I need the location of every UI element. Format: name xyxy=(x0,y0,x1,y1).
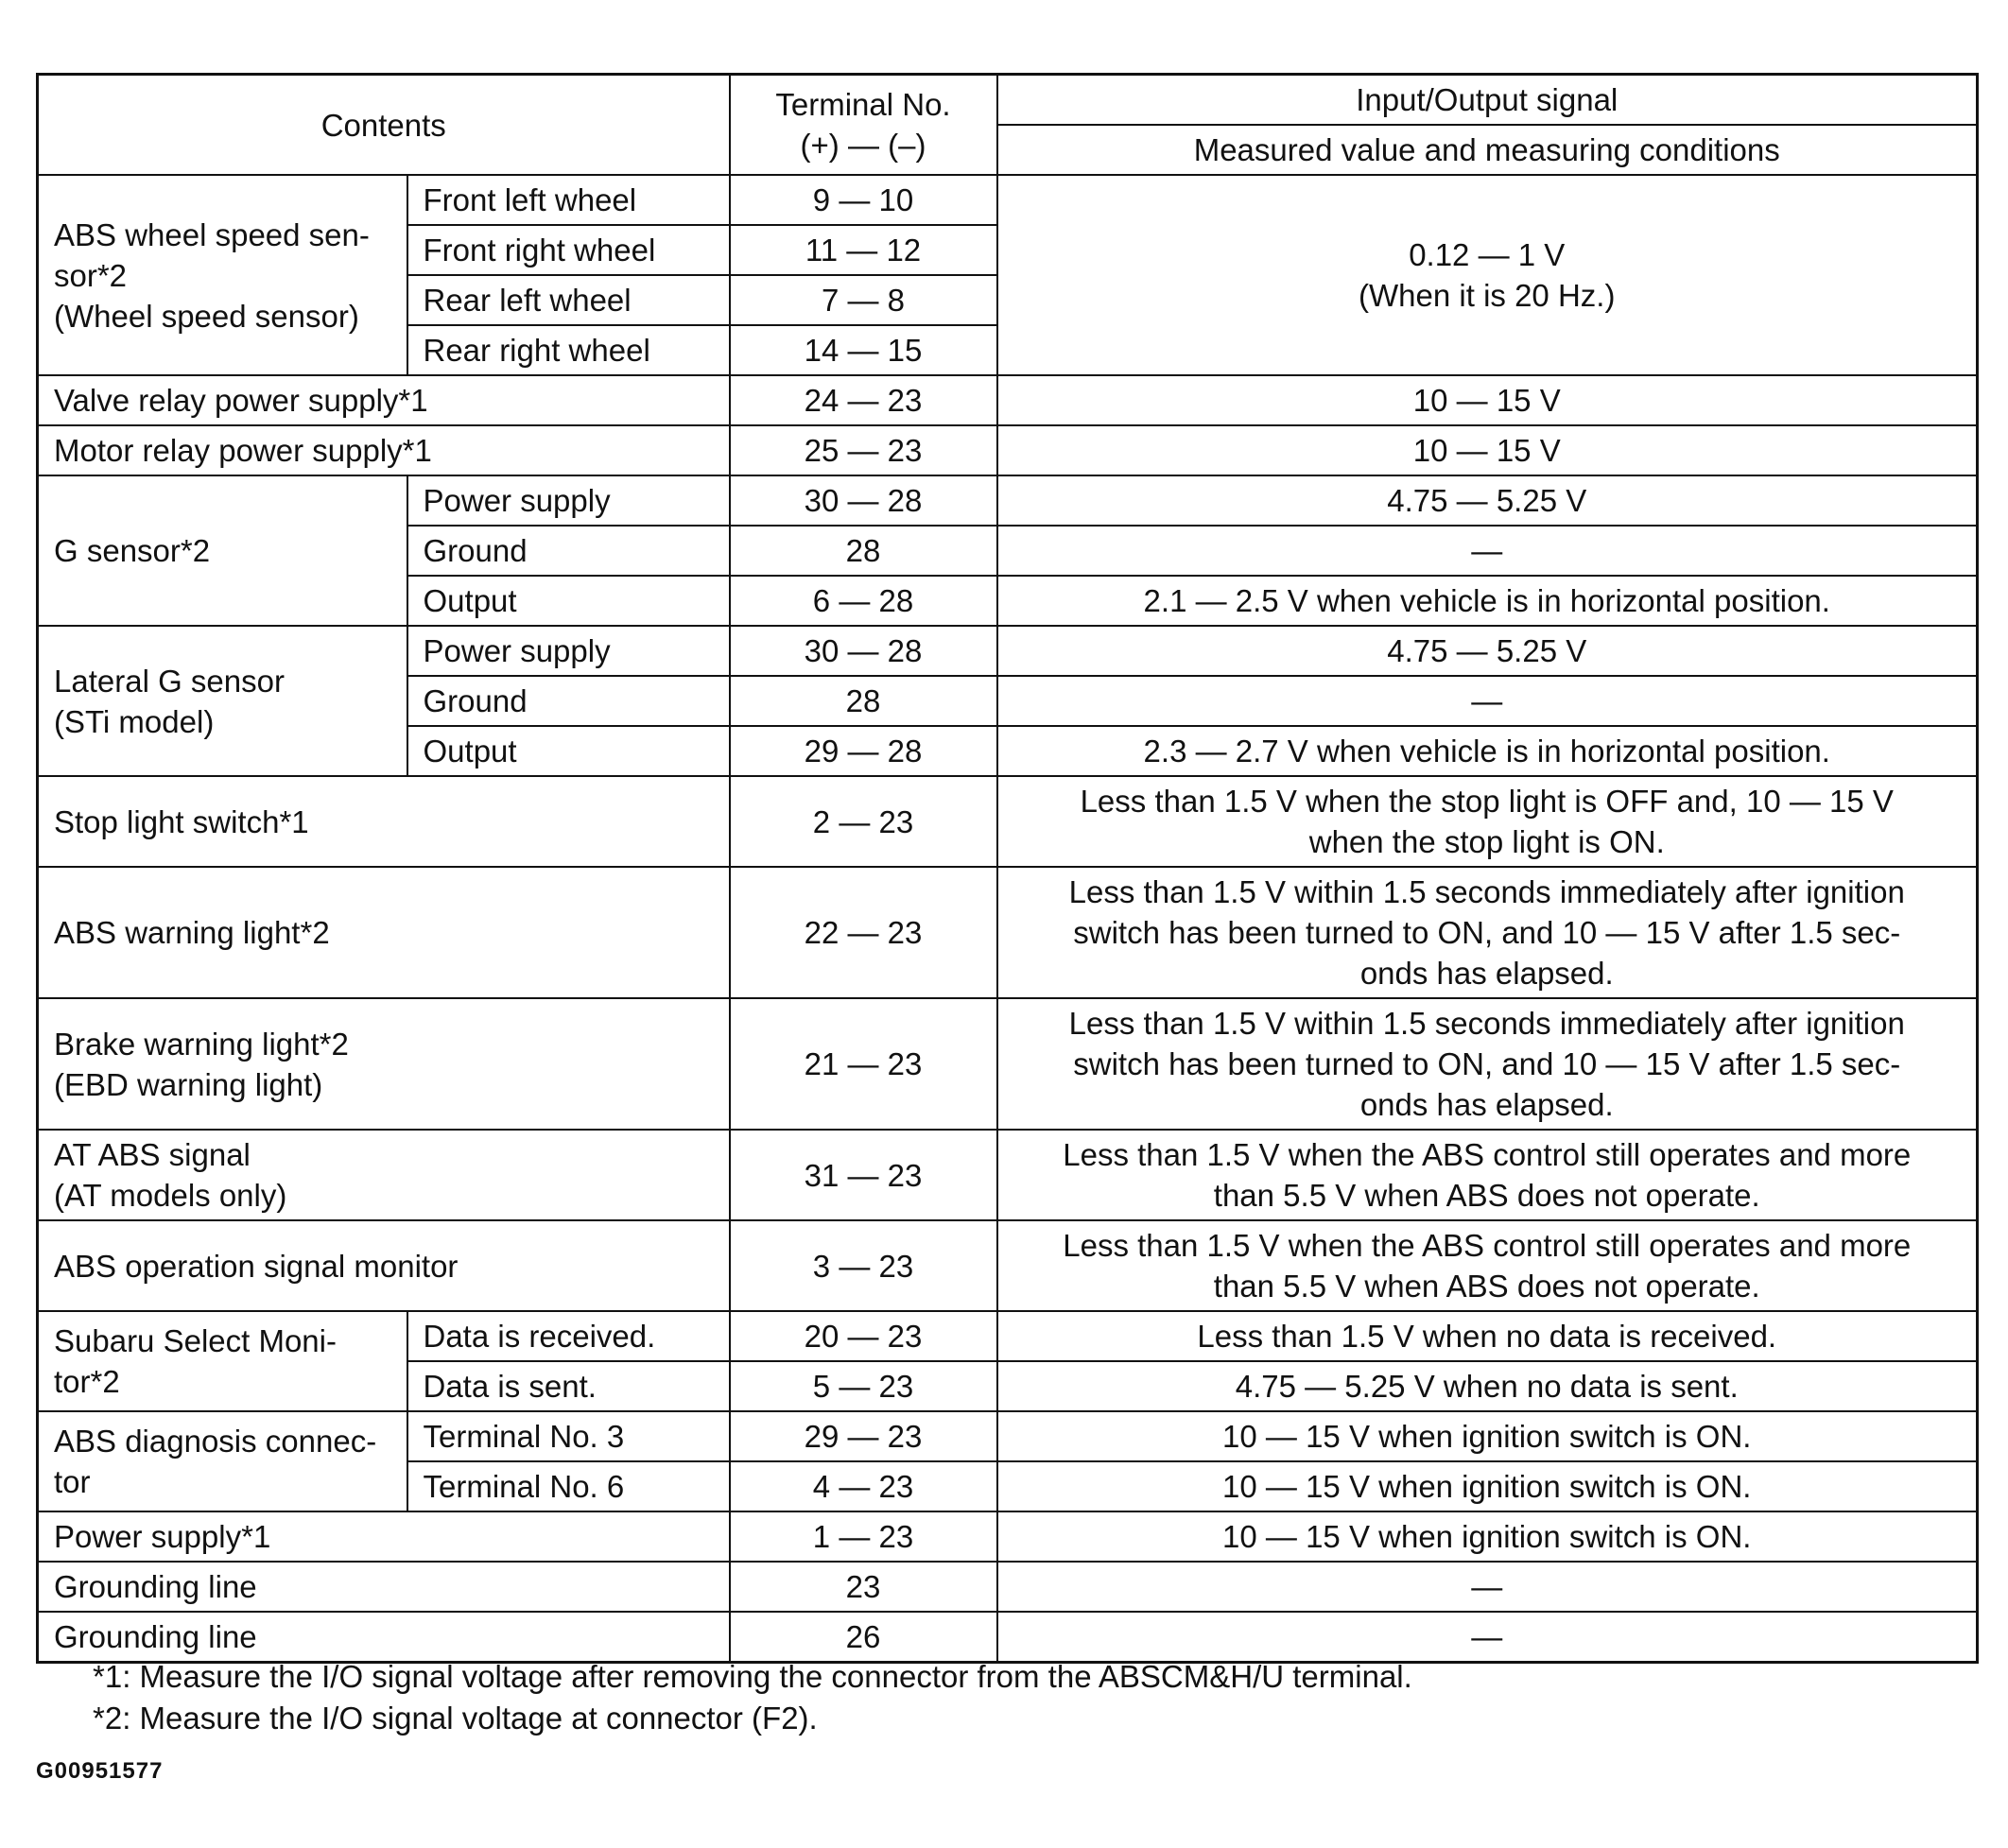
signal-cell: Less than 1.5 V within 1.5 seconds immediately after ignition switch has been turned to ON, and 10 — 15 V after 1.5 sec- onds has elapsed. xyxy=(997,867,1978,998)
row-label: Motor relay power supply*1 xyxy=(38,425,730,475)
terminal-cell: 23 xyxy=(730,1562,997,1612)
terminal-cell: 7 — 8 xyxy=(730,275,997,325)
table-row xyxy=(38,375,1978,425)
row-label: Grounding line xyxy=(38,1562,730,1612)
sub-label: Rear left wheel xyxy=(407,275,730,325)
terminal-cell: 29 — 23 xyxy=(730,1411,997,1461)
signal-cell: — xyxy=(997,526,1978,576)
table-row xyxy=(38,776,1978,867)
terminal-cell: 28 xyxy=(730,676,997,726)
terminal-cell: 31 — 23 xyxy=(730,1130,997,1220)
signal-cell: 4.75 — 5.25 V xyxy=(997,475,1978,526)
terminal-cell: 28 xyxy=(730,526,997,576)
terminal-cell: 6 — 28 xyxy=(730,576,997,626)
sub-label: Power supply xyxy=(407,626,730,676)
sub-label: Power supply xyxy=(407,475,730,526)
table-row xyxy=(38,626,1978,676)
terminal-cell: 20 — 23 xyxy=(730,1311,997,1361)
sub-label: Ground xyxy=(407,676,730,726)
lateral-g-label: Lateral G sensor (STi model) xyxy=(38,626,407,776)
terminal-cell: 1 — 23 xyxy=(730,1511,997,1562)
signal-cell: — xyxy=(997,1612,1978,1663)
table-row xyxy=(38,475,1978,526)
signal-cell: 2.1 — 2.5 V when vehicle is in horizontal position. xyxy=(997,576,1978,626)
sub-label: Ground xyxy=(407,526,730,576)
signal-cell: 10 — 15 V xyxy=(997,375,1978,425)
table-row xyxy=(38,1562,1978,1612)
sub-label: Front right wheel xyxy=(407,225,730,275)
table-row xyxy=(38,867,1978,998)
table-row xyxy=(38,1311,1978,1361)
terminal-cell: 24 — 23 xyxy=(730,375,997,425)
row-label: Power supply*1 xyxy=(38,1511,730,1562)
signal-cell: — xyxy=(997,676,1978,726)
sub-label: Rear right wheel xyxy=(407,325,730,375)
signal-cell: 10 — 15 V when ignition switch is ON. xyxy=(997,1411,1978,1461)
sub-label: Data is received. xyxy=(407,1311,730,1361)
terminal-cell: 26 xyxy=(730,1612,997,1663)
terminal-cell: 14 — 15 xyxy=(730,325,997,375)
signal-cell: 10 — 15 V when ignition switch is ON. xyxy=(997,1511,1978,1562)
figure-id: G00951577 xyxy=(36,1758,164,1784)
signal-cell: — xyxy=(997,1562,1978,1612)
terminal-cell: 4 — 23 xyxy=(730,1461,997,1511)
row-label: ABS warning light*2 xyxy=(38,867,730,998)
sub-label: Front left wheel xyxy=(407,175,730,225)
diag-connector-label: ABS diagnosis connec- tor xyxy=(38,1411,407,1511)
row-label: AT ABS signal (AT models only) xyxy=(38,1130,730,1220)
wheel-speed-label: ABS wheel speed sen- sor*2 (Wheel speed sensor) xyxy=(38,175,407,375)
terminal-cell: 5 — 23 xyxy=(730,1361,997,1411)
table-row xyxy=(38,1220,1978,1311)
footnotes xyxy=(93,1656,1412,1739)
header-measured: Measured value and measuring conditions xyxy=(997,125,1978,175)
terminal-cell: 25 — 23 xyxy=(730,425,997,475)
signal-cell: Less than 1.5 V when the stop light is OFF and, 10 — 15 V when the stop light is ON. xyxy=(997,776,1978,867)
signal-cell: Less than 1.5 V when the ABS control still operates and more than 5.5 V when ABS does not operate. xyxy=(997,1220,1978,1311)
footnote-1: *1: Measure the I/O signal voltage after removing the connector from the ABSCM&H/U terminal. xyxy=(93,1659,1412,1694)
row-label: Stop light switch*1 xyxy=(38,776,730,867)
signal-cell: 4.75 — 5.25 V when no data is sent. xyxy=(997,1361,1978,1411)
sub-label: Terminal No. 3 xyxy=(407,1411,730,1461)
terminal-cell: 3 — 23 xyxy=(730,1220,997,1311)
footnote-2: *2: Measure the I/O signal voltage at connector (F2). xyxy=(93,1701,818,1736)
row-label: Valve relay power supply*1 xyxy=(38,375,730,425)
signal-cell: 10 — 15 V when ignition switch is ON. xyxy=(997,1461,1978,1511)
sub-label: Data is sent. xyxy=(407,1361,730,1411)
table-row xyxy=(38,1130,1978,1220)
row-label: Grounding line xyxy=(38,1612,730,1663)
table-row xyxy=(38,1411,1978,1461)
terminal-cell: 9 — 10 xyxy=(730,175,997,225)
terminal-cell: 21 — 23 xyxy=(730,998,997,1130)
terminal-cell: 22 — 23 xyxy=(730,867,997,998)
signal-cell: 2.3 — 2.7 V when vehicle is in horizontal position. xyxy=(997,726,1978,776)
sub-label: Terminal No. 6 xyxy=(407,1461,730,1511)
sub-label: Output xyxy=(407,726,730,776)
table-row xyxy=(38,998,1978,1130)
table-row xyxy=(38,1511,1978,1562)
wheel-speed-signal: 0.12 — 1 V (When it is 20 Hz.) xyxy=(997,175,1978,375)
select-monitor-label: Subaru Select Moni- tor*2 xyxy=(38,1311,407,1411)
terminal-cell: 11 — 12 xyxy=(730,225,997,275)
terminal-cell: 29 — 28 xyxy=(730,726,997,776)
terminal-cell: 30 — 28 xyxy=(730,626,997,676)
table-row xyxy=(38,175,1978,225)
g-sensor-label: G sensor*2 xyxy=(38,475,407,626)
header-terminal: Terminal No. (+) — (–) xyxy=(730,75,997,176)
header-io-signal: Input/Output signal xyxy=(997,75,1978,126)
signal-cell: Less than 1.5 V when the ABS control still operates and more than 5.5 V when ABS does not operate. xyxy=(997,1130,1978,1220)
signal-cell: 10 — 15 V xyxy=(997,425,1978,475)
header-contents: Contents xyxy=(38,75,730,176)
terminal-cell: 2 — 23 xyxy=(730,776,997,867)
terminal-cell: 30 — 28 xyxy=(730,475,997,526)
table-row xyxy=(38,425,1978,475)
signal-cell: Less than 1.5 V when no data is received. xyxy=(997,1311,1978,1361)
io-signal-table xyxy=(36,73,1979,1664)
table-row xyxy=(38,1612,1978,1663)
row-label: ABS operation signal monitor xyxy=(38,1220,730,1311)
row-label: Brake warning light*2 (EBD warning light) xyxy=(38,998,730,1130)
signal-cell: 4.75 — 5.25 V xyxy=(997,626,1978,676)
signal-cell: Less than 1.5 V within 1.5 seconds immediately after ignition switch has been turned to ON, and 10 — 15 V after 1.5 sec- onds has elapsed. xyxy=(997,998,1978,1130)
header-row xyxy=(38,75,1978,126)
sub-label: Output xyxy=(407,576,730,626)
